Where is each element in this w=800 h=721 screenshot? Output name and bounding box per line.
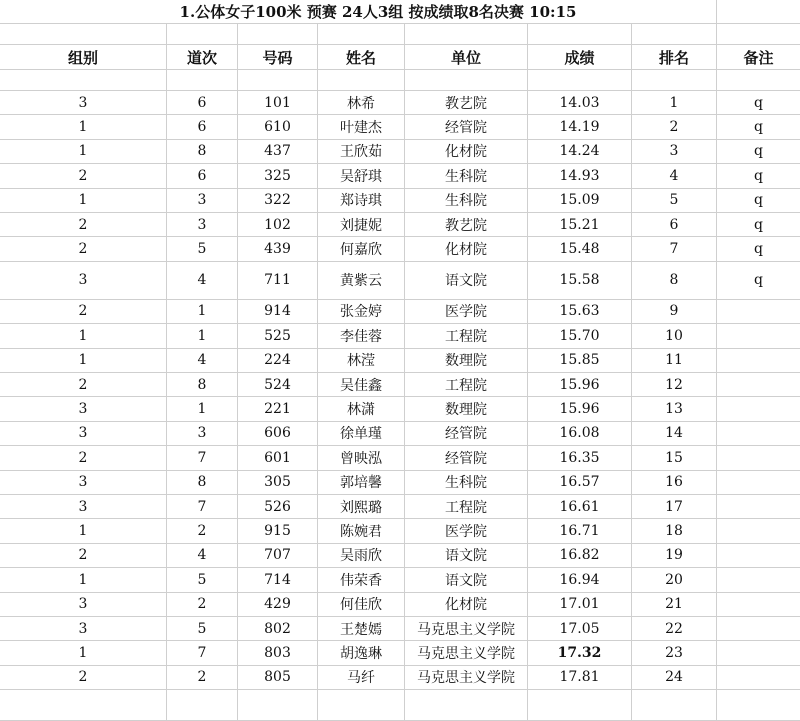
cell-lane: 6 <box>167 115 238 138</box>
cell-note <box>717 422 800 445</box>
cell-group: 2 <box>0 446 167 469</box>
cell-score: 16.61 <box>528 495 632 518</box>
cell-unit: 生科院 <box>405 189 528 212</box>
cell-number: 305 <box>238 471 318 494</box>
cell-lane: 8 <box>167 373 238 396</box>
cell-number: 526 <box>238 495 318 518</box>
cell-note: q <box>754 167 763 184</box>
cell-number: 322 <box>238 189 318 212</box>
table-row <box>0 593 800 617</box>
cell-unit: 马克思主义学院 <box>405 617 528 640</box>
cell-group: 3 <box>0 262 167 299</box>
table-row <box>0 262 800 300</box>
cell-lane: 3 <box>167 213 238 236</box>
cell-rank: 21 <box>632 593 717 616</box>
cell-unit: 语文院 <box>405 544 528 567</box>
table-row <box>0 471 800 495</box>
cell-note: q <box>754 192 763 209</box>
cell-unit: 数理院 <box>405 397 528 420</box>
cell-note <box>717 544 800 567</box>
table-row <box>0 641 800 665</box>
cell-note <box>717 666 800 689</box>
cell-score: 15.96 <box>528 397 632 420</box>
cell-rank: 6 <box>632 213 717 236</box>
table-row <box>0 91 800 115</box>
cell-number: 224 <box>238 349 318 372</box>
cell-unit: 数理院 <box>405 349 528 372</box>
cell-name: 吴舒琪 <box>318 164 405 187</box>
cell-unit: 生科院 <box>405 471 528 494</box>
header-group: 组别 <box>0 45 167 69</box>
spacer-row <box>0 70 800 91</box>
spacer-row <box>0 690 800 721</box>
cell-rank: 8 <box>632 262 717 299</box>
cell-group: 1 <box>0 568 167 591</box>
cell-name: 吴雨欣 <box>318 544 405 567</box>
cell-name: 何佳欣 <box>318 593 405 616</box>
cell-score: 14.03 <box>528 91 632 114</box>
table-row <box>0 617 800 641</box>
header-row <box>0 45 800 70</box>
cell-rank: 18 <box>632 519 717 542</box>
cell-group: 2 <box>0 300 167 323</box>
cell-score: 15.09 <box>528 189 632 212</box>
cell-number: 102 <box>238 213 318 236</box>
cell-group: 3 <box>0 617 167 640</box>
cell-group: 2 <box>0 373 167 396</box>
cell-number: 606 <box>238 422 318 445</box>
cell-number: 101 <box>238 91 318 114</box>
cell-name: 王欣茹 <box>318 140 405 163</box>
cell-score: 16.35 <box>528 446 632 469</box>
cell-note <box>717 300 800 323</box>
cell-note <box>717 617 800 640</box>
cell-lane: 5 <box>167 617 238 640</box>
cell-name: 林滢 <box>318 349 405 372</box>
sheet-title: 1.公体女子100米 预赛 24人3组 按成绩取8名决赛 10:15 <box>0 0 717 23</box>
cell-group: 1 <box>0 140 167 163</box>
table-row <box>0 237 800 261</box>
cell-note <box>717 373 800 396</box>
header-unit: 单位 <box>405 45 528 69</box>
cell-lane: 4 <box>167 349 238 372</box>
cell-unit: 工程院 <box>405 495 528 518</box>
cell-rank: 4 <box>632 164 717 187</box>
cell-name: 王楚嫣 <box>318 617 405 640</box>
cell-group: 1 <box>0 349 167 372</box>
cell-name: 黄紫云 <box>318 262 405 299</box>
table-row <box>0 300 800 324</box>
cell-number: 711 <box>238 262 318 299</box>
cell-score: 17.01 <box>528 593 632 616</box>
cell-lane: 7 <box>167 641 238 664</box>
cell-group: 2 <box>0 237 167 260</box>
cell-name: 李佳蓉 <box>318 324 405 347</box>
header-number: 号码 <box>238 45 318 69</box>
cell-unit: 生科院 <box>405 164 528 187</box>
cell-name: 吴佳鑫 <box>318 373 405 396</box>
cell-lane: 2 <box>167 666 238 689</box>
cell-group: 2 <box>0 666 167 689</box>
cell-group: 3 <box>0 471 167 494</box>
cell-note <box>717 519 800 542</box>
cell-lane: 5 <box>167 568 238 591</box>
cell-number: 325 <box>238 164 318 187</box>
cell-rank: 24 <box>632 666 717 689</box>
cell-number: 802 <box>238 617 318 640</box>
cell-number: 439 <box>238 237 318 260</box>
cell-note <box>717 471 800 494</box>
cell-unit: 化材院 <box>405 140 528 163</box>
table-row <box>0 495 800 519</box>
table-row <box>0 324 800 348</box>
cell-number: 429 <box>238 593 318 616</box>
cell-number: 915 <box>238 519 318 542</box>
cell-rank: 10 <box>632 324 717 347</box>
cell-note: q <box>754 119 763 136</box>
cell-score: 14.24 <box>528 140 632 163</box>
cell-name: 林潇 <box>318 397 405 420</box>
cell-group: 3 <box>0 495 167 518</box>
cell-rank: 5 <box>632 189 717 212</box>
cell-note: q <box>754 94 763 111</box>
cell-score: 17.32 <box>528 641 632 664</box>
cell-group: 3 <box>0 397 167 420</box>
cell-lane: 6 <box>167 91 238 114</box>
cell-lane: 1 <box>167 300 238 323</box>
cell-score: 16.08 <box>528 422 632 445</box>
cell-group: 1 <box>0 641 167 664</box>
cell-rank: 19 <box>632 544 717 567</box>
cell-unit: 经管院 <box>405 446 528 469</box>
cell-unit: 工程院 <box>405 373 528 396</box>
cell-rank: 14 <box>632 422 717 445</box>
cell-number: 914 <box>238 300 318 323</box>
cell-lane: 3 <box>167 189 238 212</box>
cell-group: 3 <box>0 593 167 616</box>
cell-lane: 1 <box>167 324 238 347</box>
cell-name: 徐单瑾 <box>318 422 405 445</box>
cell-name: 马纤 <box>318 666 405 689</box>
cell-number: 803 <box>238 641 318 664</box>
cell-rank: 20 <box>632 568 717 591</box>
cell-score: 15.58 <box>528 262 632 299</box>
table-row <box>0 213 800 237</box>
cell-note: q <box>754 241 763 258</box>
cell-score: 16.71 <box>528 519 632 542</box>
header-lane: 道次 <box>167 45 238 69</box>
cell-rank: 17 <box>632 495 717 518</box>
cell-name: 郑诗琪 <box>318 189 405 212</box>
table-row <box>0 568 800 592</box>
cell-number: 707 <box>238 544 318 567</box>
table-row <box>0 666 800 690</box>
cell-name: 张金婷 <box>318 300 405 323</box>
cell-rank: 12 <box>632 373 717 396</box>
cell-unit: 医学院 <box>405 300 528 323</box>
header-note: 备注 <box>743 48 774 67</box>
cell-note: q <box>754 143 763 160</box>
cell-number: 437 <box>238 140 318 163</box>
cell-group: 2 <box>0 164 167 187</box>
cell-number: 805 <box>238 666 318 689</box>
cell-number: 221 <box>238 397 318 420</box>
cell-rank: 15 <box>632 446 717 469</box>
cell-lane: 7 <box>167 495 238 518</box>
cell-group: 1 <box>0 189 167 212</box>
cell-score: 14.93 <box>528 164 632 187</box>
cell-score: 15.63 <box>528 300 632 323</box>
cell-note <box>717 349 800 372</box>
cell-score: 17.81 <box>528 666 632 689</box>
cell-name: 叶建杰 <box>318 115 405 138</box>
cell-group: 1 <box>0 115 167 138</box>
cell-note <box>717 446 800 469</box>
table-row <box>0 544 800 568</box>
cell-score: 16.94 <box>528 568 632 591</box>
cell-unit: 教艺院 <box>405 91 528 114</box>
cell-score: 15.85 <box>528 349 632 372</box>
cell-lane: 4 <box>167 544 238 567</box>
cell-unit: 马克思主义学院 <box>405 641 528 664</box>
cell-lane: 2 <box>167 593 238 616</box>
cell-note <box>717 641 800 664</box>
cell-unit: 语文院 <box>405 262 528 299</box>
header-score: 成绩 <box>528 45 632 69</box>
cell-unit: 经管院 <box>405 422 528 445</box>
cell-note: q <box>754 272 763 289</box>
cell-note: q <box>754 216 763 233</box>
cell-score: 15.48 <box>528 237 632 260</box>
cell-lane: 7 <box>167 446 238 469</box>
cell-lane: 8 <box>167 140 238 163</box>
cell-note <box>717 397 800 420</box>
cell-rank: 9 <box>632 300 717 323</box>
cell-number: 525 <box>238 324 318 347</box>
cell-name: 郭培馨 <box>318 471 405 494</box>
table-row <box>0 349 800 373</box>
cell-rank: 16 <box>632 471 717 494</box>
cell-lane: 3 <box>167 422 238 445</box>
cell-name: 曾映泓 <box>318 446 405 469</box>
table-row <box>0 422 800 446</box>
cell-lane: 6 <box>167 164 238 187</box>
cell-score: 17.05 <box>528 617 632 640</box>
cell-rank: 23 <box>632 641 717 664</box>
cell-group: 3 <box>0 91 167 114</box>
cell-name: 林希 <box>318 91 405 114</box>
cell-unit: 化材院 <box>405 593 528 616</box>
header-rank: 排名 <box>632 45 717 69</box>
cell-lane: 4 <box>167 262 238 299</box>
cell-lane: 1 <box>167 397 238 420</box>
cell-unit: 经管院 <box>405 115 528 138</box>
cell-score: 14.19 <box>528 115 632 138</box>
spacer-row <box>0 24 800 45</box>
cell-lane: 8 <box>167 471 238 494</box>
cell-name: 胡逸琳 <box>318 641 405 664</box>
cell-unit: 工程院 <box>405 324 528 347</box>
cell-name: 刘熙璐 <box>318 495 405 518</box>
cell-name: 伟荣香 <box>318 568 405 591</box>
cell-unit: 语文院 <box>405 568 528 591</box>
cell-group: 1 <box>0 324 167 347</box>
table-row <box>0 373 800 397</box>
cell-unit: 化材院 <box>405 237 528 260</box>
cell-score: 15.96 <box>528 373 632 396</box>
cell-score: 16.82 <box>528 544 632 567</box>
cell-unit: 马克思主义学院 <box>405 666 528 689</box>
cell-name: 刘捷妮 <box>318 213 405 236</box>
cell-group: 2 <box>0 544 167 567</box>
table-row <box>0 189 800 213</box>
cell-rank: 11 <box>632 349 717 372</box>
table-row <box>0 140 800 164</box>
table-row <box>0 115 800 139</box>
title-row <box>0 0 800 24</box>
cell-rank: 7 <box>632 237 717 260</box>
cell-number: 601 <box>238 446 318 469</box>
cell-note <box>717 568 800 591</box>
cell-unit: 医学院 <box>405 519 528 542</box>
cell-lane: 5 <box>167 237 238 260</box>
cell-name: 陈婉君 <box>318 519 405 542</box>
cell-note <box>717 593 800 616</box>
cell-rank: 1 <box>632 91 717 114</box>
cell-number: 610 <box>238 115 318 138</box>
cell-note <box>717 495 800 518</box>
table-row <box>0 446 800 470</box>
table-row <box>0 519 800 543</box>
header-name: 姓名 <box>318 45 405 69</box>
table-row <box>0 397 800 421</box>
cell-score: 16.57 <box>528 471 632 494</box>
cell-score: 15.70 <box>528 324 632 347</box>
cell-lane: 2 <box>167 519 238 542</box>
cell-group: 3 <box>0 422 167 445</box>
cell-rank: 3 <box>632 140 717 163</box>
cell-group: 2 <box>0 213 167 236</box>
cell-group: 1 <box>0 519 167 542</box>
cell-name: 何嘉欣 <box>318 237 405 260</box>
cell-score: 15.21 <box>528 213 632 236</box>
cell-rank: 13 <box>632 397 717 420</box>
title-tail-cell <box>717 0 800 23</box>
table-row <box>0 164 800 188</box>
cell-unit: 教艺院 <box>405 213 528 236</box>
cell-rank: 2 <box>632 115 717 138</box>
cell-rank: 22 <box>632 617 717 640</box>
cell-note <box>717 324 800 347</box>
cell-number: 524 <box>238 373 318 396</box>
cell-number: 714 <box>238 568 318 591</box>
